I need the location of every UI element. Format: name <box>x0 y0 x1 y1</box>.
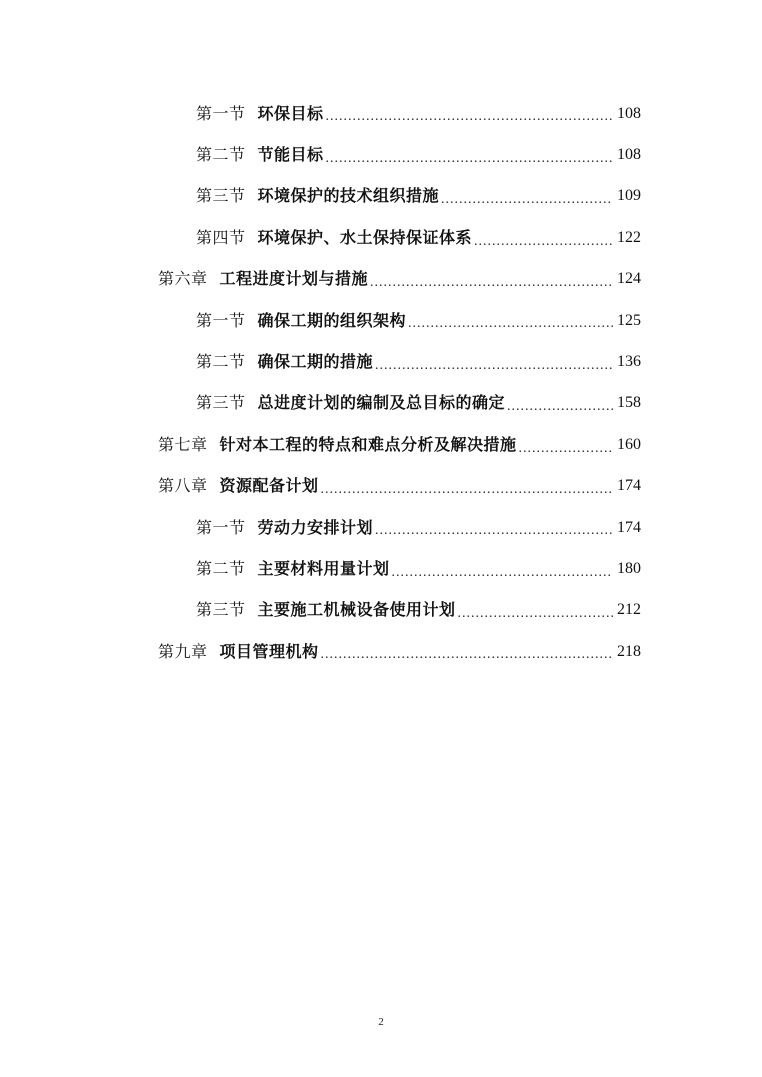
toc-entry[interactable] <box>0 631 641 672</box>
toc-entry[interactable] <box>0 548 641 589</box>
toc-entry-title: 环境保护的技术组织措施 <box>257 186 440 206</box>
toc-entry-title: 节能目标 <box>257 145 324 165</box>
dot-leader <box>474 235 613 259</box>
dot-leader <box>519 442 613 466</box>
toc-entry-page: 174 <box>617 477 641 495</box>
dot-leader <box>507 400 613 424</box>
toc-entry[interactable] <box>0 507 641 548</box>
toc-entry-title: 针对本工程的特点和难点分析及解决措施 <box>219 434 517 454</box>
page-number: 2 <box>378 1016 384 1028</box>
toc-entry-page: 174 <box>617 518 641 536</box>
dot-leader <box>408 317 613 341</box>
toc-entry-page: 122 <box>617 228 641 246</box>
toc-entry-title: 确保工期的组织架构 <box>257 310 407 330</box>
toc-entry[interactable] <box>0 176 641 217</box>
toc-entry-number: 第三节 <box>196 186 246 206</box>
toc-entry[interactable] <box>0 93 641 134</box>
toc-entry[interactable] <box>0 300 641 341</box>
dot-leader <box>375 359 613 383</box>
toc-entry-title: 工程进度计划与措施 <box>219 269 369 289</box>
toc-entry[interactable] <box>0 217 641 258</box>
table-of-contents <box>0 93 762 672</box>
dot-leader <box>458 607 613 631</box>
toc-entry-page: 125 <box>617 311 641 329</box>
toc-entry[interactable] <box>0 383 641 424</box>
toc-entry-page: 158 <box>617 394 641 412</box>
toc-entry-title: 主要施工机械设备使用计划 <box>257 600 456 620</box>
toc-entry-page: 108 <box>617 104 641 122</box>
toc-entry-number: 第一节 <box>196 517 246 537</box>
toc-entry-page: 109 <box>617 187 641 205</box>
toc-entry-page: 124 <box>617 270 641 288</box>
toc-entry[interactable] <box>0 259 641 300</box>
dot-leader <box>321 483 613 507</box>
dot-leader <box>375 524 613 548</box>
toc-entry-page: 136 <box>617 353 641 371</box>
toc-entry-title: 确保工期的措施 <box>257 352 374 372</box>
toc-entry[interactable] <box>0 466 641 507</box>
dot-leader <box>321 648 613 672</box>
toc-entry-number: 第八章 <box>158 476 208 496</box>
toc-entry-title: 资源配备计划 <box>219 476 319 496</box>
dot-leader <box>326 110 613 134</box>
toc-entry-number: 第一节 <box>196 103 246 123</box>
dot-leader <box>392 566 613 590</box>
toc-entry[interactable] <box>0 590 641 631</box>
toc-entry-title: 环保目标 <box>257 103 324 123</box>
toc-entry-number: 第三节 <box>196 393 246 413</box>
toc-entry-page: 180 <box>617 559 641 577</box>
toc-entry-title: 环境保护、水土保持保证体系 <box>257 227 473 247</box>
toc-entry-number: 第二节 <box>196 558 246 578</box>
toc-entry-title: 总进度计划的编制及总目标的确定 <box>257 393 506 413</box>
toc-entry-page: 160 <box>617 435 641 453</box>
toc-entry-number: 第二节 <box>196 352 246 372</box>
toc-entry-title: 劳动力安排计划 <box>257 517 374 537</box>
toc-entry-number: 第六章 <box>158 269 208 289</box>
dot-leader <box>326 152 613 176</box>
toc-entry-title: 项目管理机构 <box>219 641 319 661</box>
toc-entry-page: 218 <box>617 642 641 660</box>
toc-entry-number: 第四节 <box>196 227 246 247</box>
toc-entry-title: 主要材料用量计划 <box>257 558 390 578</box>
toc-entry[interactable] <box>0 424 641 465</box>
dot-leader <box>441 193 613 217</box>
toc-entry-number: 第九章 <box>158 641 208 661</box>
toc-entry[interactable] <box>0 134 641 175</box>
toc-entry-number: 第三节 <box>196 600 246 620</box>
toc-entry[interactable] <box>0 341 641 382</box>
toc-entry-page: 212 <box>617 601 641 619</box>
toc-entry-number: 第一节 <box>196 310 246 330</box>
dot-leader <box>370 276 613 300</box>
toc-entry-number: 第二节 <box>196 145 246 165</box>
toc-entry-page: 108 <box>617 146 641 164</box>
toc-entry-number: 第七章 <box>158 434 208 454</box>
